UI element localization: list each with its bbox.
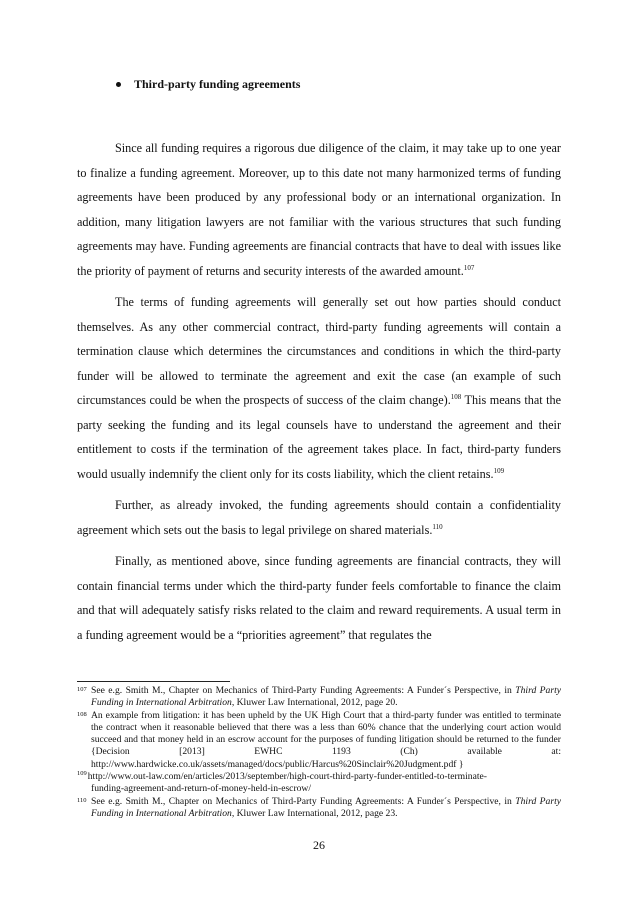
footnotes (77, 685, 561, 820)
page-number: 26 (313, 838, 325, 852)
section-heading (116, 77, 300, 92)
footnote-ref-107: 107 (463, 263, 475, 272)
footnote-ref-109: 109 (493, 466, 505, 475)
footnote-ref-110: 110 (432, 522, 443, 531)
section-heading-text: Third-party funding agreements (134, 77, 301, 91)
footnote-divider (77, 681, 230, 682)
footnote-109-link[interactable]: http://www.out-law.com/en/articles/2013/september/high-court-third-party-funder-entitled-to-terminate- (87, 771, 487, 783)
footnote-109: $^{109}$http://www.out-law.com/en/articles/2013/september/high-court-third-party-funder-entitled-to-terminate- funding-agreement-and-return-of-money-held-in-escrow/ (77, 769, 487, 795)
footnote-108: 108 An example from litigation: it has been upheld by the UK High Court that a third-party funder was entitled to terminate the contract when it reasonable believed that there was a less than 60% chance that the underlying court action would succeed and that money held in an escrow account for the purposes of funding litigation should be returned to the funder {Decision [2013] EWHC 1193 (Ch) available at: http://www.hardwicke.co.uk/assets/managed/docs/public/Harcus%20Sinclair%20Judgment.pdf } (77, 709, 561, 770)
paragraph-3: Further, as already invoked, the funding agreements should contain a confidentiality agreement which sets out the basis to legal privilege on shared materials.$^{110}$ (77, 498, 561, 537)
footnote-110: 110 See e.g. Smith M., Chapter on Mechanics of Third-Party Funding Agreements: A Funder´s Perspective, in Third Party Funding in International Arbitration, Kluwer Law International, 2012, page 23. (77, 795, 561, 819)
footnote-ref-108: 108 (450, 392, 462, 401)
footnote-107: 107 See e.g. Smith M., Chapter on Mechanics of Third-Party Funding Agreements: A Funder´s Perspective, in Third Party Funding in International Arbitration, Kluwer Law International, 2012, page 20. (77, 685, 561, 709)
bullet-icon (116, 82, 121, 87)
paragraph-2: The terms of funding agreements will generally set out how parties should conduct themselves. As any other commercial contract, third-party funding agreements will contain a termination clause which determines the circumstances and conditions in which the third-party funder will be allowed to terminate the agreement and exit the case (an example of such circumstances could be when the prospects of success of the claim change).$^{108}$ This means that the party seeking the funding and its legal counsels have to understand the agreement and their entitlement to costs if the termination of the agreement takes place. In fact, third-party funders would usually indemnify the client only for its costs liability, which the client retains.$^{109}$ (77, 295, 561, 481)
paragraph-1: Since all funding requires a rigorous due diligence of the claim, it may take up to one year to finalize a funding agreement. Moreover, up to this date not many harmonized terms of funding agreements have been produced by any professional body or an international organization. In addition, many litigation lawyers are not familiar with the various structures that such funding agreements may have. Funding agreements are financial contracts that have to deal with issues like the priority of payment of returns and security interests of the awarded amount.$^{107}$ (77, 141, 561, 278)
paragraph-4: Finally, as mentioned above, since funding agreements are financial contracts, they will contain financial terms under which the third-party funder feels comfortable to finance the claim and that will adequately satisfy risks related to the claim and reward requirements. A usual term in a funding agreement would be a “priorities agreement” that regulates the (77, 554, 561, 642)
body-text (77, 136, 561, 654)
